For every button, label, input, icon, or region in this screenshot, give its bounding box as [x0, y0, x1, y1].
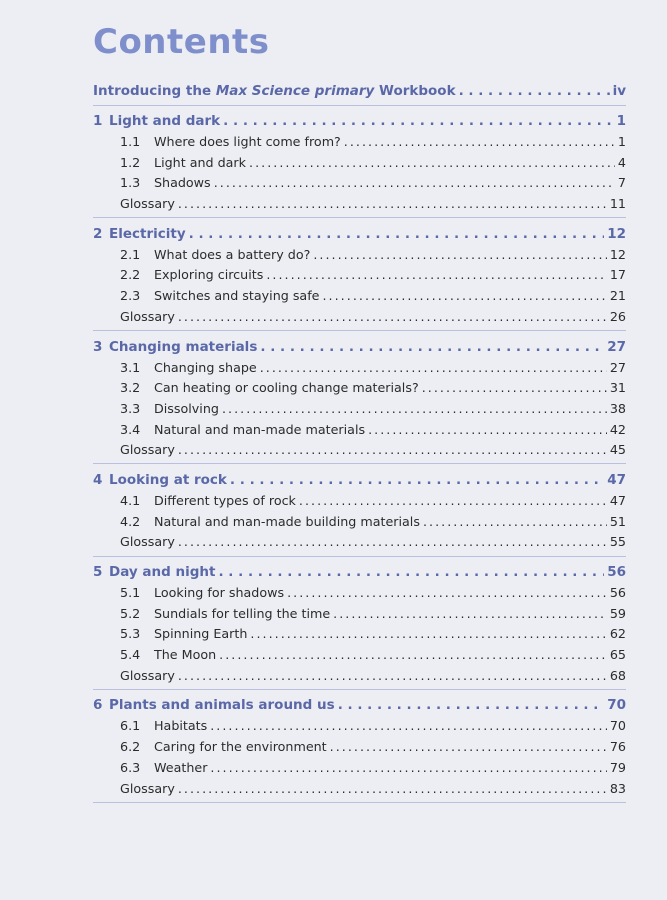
leader-dots: [338, 694, 605, 716]
chapter-number: 1: [93, 113, 103, 129]
page-number: 62: [609, 626, 626, 642]
leader-dots: [178, 779, 607, 800]
toc-chapter-entry[interactable]: [93, 469, 626, 491]
toc-section-entry[interactable]: [93, 758, 626, 779]
section-number: 3.1: [120, 359, 141, 375]
chapter-number: 2: [93, 225, 103, 242]
page-number: 1: [617, 134, 626, 149]
leader-dots: [230, 469, 604, 491]
chapter-title: Electricity: [109, 225, 186, 242]
leader-dots: [459, 80, 610, 102]
glossary-label: Glossary: [120, 534, 175, 550]
toc-section-entry[interactable]: [93, 737, 626, 758]
intro-italic: Max Science primary: [215, 83, 375, 99]
section-number: 6.2: [120, 739, 141, 755]
toc-section-entry[interactable]: [93, 583, 626, 604]
chapter-title: Light and dark: [109, 113, 221, 129]
toc-chapter-entry[interactable]: [93, 223, 626, 245]
toc-glossary-entry[interactable]: [93, 666, 626, 687]
toc-section-entry[interactable]: [93, 491, 626, 512]
section-title: Switches and staying safe: [154, 288, 320, 304]
toc-section-entry[interactable]: [93, 378, 626, 399]
section-number: 1.1: [120, 134, 141, 149]
section-number: 5.3: [120, 626, 141, 642]
glossary-label: Glossary: [120, 667, 175, 683]
divider: [93, 105, 626, 106]
page-number: 31: [609, 380, 626, 396]
section-title: Light and dark: [154, 154, 246, 170]
leader-dots: [299, 491, 607, 512]
toc-section-entry[interactable]: [93, 399, 626, 420]
page-number: 55: [609, 534, 626, 550]
chapter-number: 6: [93, 697, 103, 714]
toc-section-entry[interactable]: [93, 173, 626, 194]
section-number: 2.1: [120, 246, 141, 262]
section-number: 5.2: [120, 605, 141, 621]
toc-glossary-entry[interactable]: [93, 440, 626, 461]
divider: [93, 556, 626, 557]
page-number: 59: [609, 605, 626, 621]
toc-section-entry[interactable]: [93, 645, 626, 666]
section-number: 2.2: [120, 267, 141, 283]
section-title: Dissolving: [154, 400, 219, 416]
toc-section-entry[interactable]: [93, 716, 626, 737]
chapter-number: 3: [93, 338, 103, 355]
toc-section-entry[interactable]: [93, 132, 626, 153]
toc-section-entry[interactable]: [93, 153, 626, 174]
page-number: 11: [609, 196, 626, 212]
page-number: 1: [616, 113, 626, 129]
chapter-number: 5: [93, 564, 103, 580]
page-number: 70: [609, 718, 626, 734]
toc-section-entry[interactable]: [93, 512, 626, 533]
page-number: 26: [609, 308, 626, 324]
leader-dots: [210, 758, 606, 779]
leader-dots: [219, 645, 607, 666]
toc-intro-entry[interactable]: [93, 80, 626, 102]
leader-dots: [333, 604, 607, 625]
section-number: 6.3: [120, 759, 141, 775]
glossary-label: Glossary: [120, 780, 175, 796]
glossary-label: Glossary: [120, 442, 175, 458]
page-number: 17: [609, 267, 626, 283]
chapter-title: Day and night: [109, 564, 216, 580]
section-title: Exploring circuits: [154, 267, 264, 283]
intro-title: [93, 80, 456, 102]
leader-dots: [178, 194, 607, 215]
leader-dots: [223, 110, 613, 132]
divider: [93, 463, 626, 464]
leader-dots: [249, 153, 615, 174]
section-number: 3.3: [120, 400, 141, 416]
page-number: 45: [609, 442, 626, 458]
toc-section-entry[interactable]: [93, 358, 626, 379]
toc-chapter-entry[interactable]: [93, 336, 626, 358]
page-number: 42: [609, 421, 626, 437]
section-number: 6.1: [120, 718, 141, 734]
section-title: What does a battery do?: [154, 246, 311, 262]
section-title: Different types of rock: [154, 492, 296, 508]
leader-dots: [313, 245, 607, 266]
page-number: 38: [609, 400, 626, 416]
page-number: iv: [612, 83, 626, 99]
page-number: 12: [607, 225, 626, 242]
toc-glossary-entry[interactable]: [93, 532, 626, 553]
leader-dots: [210, 716, 607, 737]
leader-dots: [178, 307, 607, 328]
leader-dots: [287, 583, 607, 604]
page-number: 47: [609, 492, 626, 508]
leader-dots: [222, 399, 607, 420]
glossary-label: Glossary: [120, 308, 175, 324]
section-number: 5.4: [120, 647, 141, 663]
page-number: 51: [609, 513, 626, 529]
leader-dots: [250, 624, 606, 645]
section-number: 2.3: [120, 288, 141, 304]
page-title: Contents: [93, 22, 270, 62]
section-title: Natural and man-made materials: [154, 421, 366, 437]
section-number: 4.1: [120, 492, 141, 508]
page-number: 70: [607, 697, 626, 714]
divider: [93, 330, 626, 331]
toc-glossary-entry[interactable]: [93, 779, 626, 800]
page-number: 68: [609, 667, 626, 683]
leader-dots: [260, 358, 607, 379]
section-number: 5.1: [120, 585, 141, 600]
leader-dots: [189, 223, 605, 245]
section-number: 3.2: [120, 380, 141, 396]
divider: [93, 689, 626, 690]
chapter-title: Changing materials: [109, 338, 258, 355]
page-number: 27: [609, 359, 626, 375]
toc-section-entry[interactable]: [93, 265, 626, 286]
table-of-contents: [93, 80, 626, 803]
toc-glossary-entry[interactable]: [93, 194, 626, 215]
divider: [93, 217, 626, 218]
toc-section-entry[interactable]: [93, 624, 626, 645]
section-number: 4.2: [120, 513, 141, 529]
leader-dots: [214, 173, 615, 194]
toc-section-entry[interactable]: [93, 286, 626, 307]
chapter-title: Looking at rock: [109, 471, 227, 488]
page-number: 27: [607, 338, 626, 355]
divider: [93, 802, 626, 803]
toc-section-entry[interactable]: [93, 245, 626, 266]
section-title: Sundials for telling the time: [154, 605, 331, 621]
section-title: Looking for shadows: [154, 585, 285, 600]
toc-glossary-entry[interactable]: [93, 307, 626, 328]
section-title: Spinning Earth: [154, 626, 248, 642]
toc-chapter-entry[interactable]: [93, 561, 626, 583]
page-number: 56: [607, 564, 626, 580]
page-number: 83: [609, 780, 626, 796]
section-title: Changing shape: [154, 359, 257, 375]
leader-dots: [423, 512, 607, 533]
section-number: 3.4: [120, 421, 141, 437]
section-number: 1.2: [120, 154, 141, 170]
glossary-label: Glossary: [120, 196, 175, 212]
leader-dots: [422, 378, 607, 399]
section-number: 1.3: [120, 175, 141, 191]
leader-dots: [344, 132, 615, 153]
leader-dots: [330, 737, 607, 758]
chapter-title: Plants and animals around us: [109, 697, 335, 714]
page-number: 12: [609, 246, 626, 262]
leader-dots: [178, 666, 607, 687]
toc-chapter-entry[interactable]: [93, 694, 626, 716]
page-number: 56: [609, 585, 626, 600]
toc-section-entry[interactable]: [93, 420, 626, 441]
intro-suffix: Workbook: [379, 83, 456, 99]
leader-dots: [218, 561, 604, 583]
page-number: 47: [607, 471, 626, 488]
section-title: Shadows: [154, 175, 211, 191]
page-number: 21: [609, 288, 626, 304]
page-number: 79: [609, 759, 626, 775]
toc-section-entry[interactable]: [93, 604, 626, 625]
intro-prefix: Introducing the: [93, 83, 212, 99]
page-number: 65: [609, 647, 626, 663]
leader-dots: [260, 336, 604, 358]
leader-dots: [178, 440, 607, 461]
page-number: 76: [609, 739, 626, 755]
chapter-number: 4: [93, 471, 103, 488]
page-number: 7: [617, 175, 626, 191]
leader-dots: [266, 265, 607, 286]
section-title: The Moon: [154, 647, 217, 663]
section-title: Natural and man-made building materials: [154, 513, 420, 529]
page-number: 4: [617, 154, 626, 170]
section-title: Habitats: [154, 718, 208, 734]
leader-dots: [368, 420, 607, 441]
section-title: Caring for the environment: [154, 739, 327, 755]
toc-chapter-entry[interactable]: [93, 110, 626, 132]
leader-dots: [322, 286, 606, 307]
section-title: Weather: [154, 759, 208, 775]
section-title: Where does light come from?: [154, 134, 341, 149]
section-title: Can heating or cooling change materials?: [154, 380, 419, 396]
leader-dots: [178, 532, 607, 553]
